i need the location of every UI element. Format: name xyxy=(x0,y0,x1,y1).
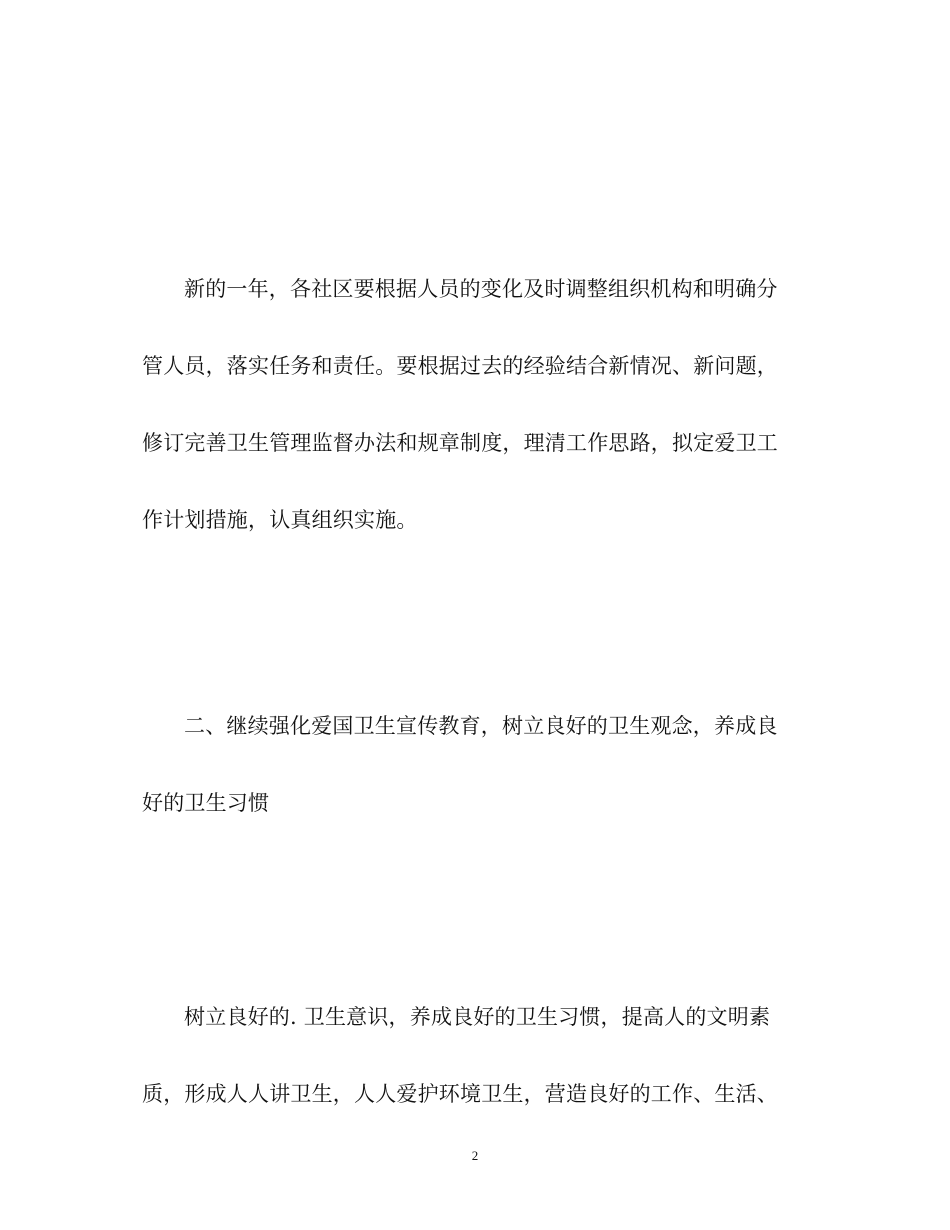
section-heading-two xyxy=(142,688,802,842)
paragraph-hygiene-awareness xyxy=(142,979,802,1133)
text-line: 作计划措施，认真组织实施。 xyxy=(142,508,418,532)
text-line: 修订完善卫生管理监督办法和规章制度，理清工作思路，拟定爱卫工 xyxy=(142,431,778,455)
text-line: 质，形成人人讲卫生，人人爱护环境卫生，营造良好的工作、生活、 xyxy=(142,1082,778,1106)
page-number: 2 xyxy=(471,1148,479,1163)
text-line: 树立良好的. 卫生意识，养成良好的卫生习惯，提高人的文明素 xyxy=(184,1005,771,1029)
text-line: 管人员，落实任务和责任。要根据过去的经验结合新情况、新问题， xyxy=(142,354,778,378)
paragraph-adjust-organization xyxy=(142,251,802,559)
text-line: 二、继续强化爱国卫生宣传教育，树立良好的卫生观念，养成良 xyxy=(184,714,778,738)
text-line: 好的卫生习惯 xyxy=(142,791,270,815)
text-line: 新的一年，各社区要根据人员的变化及时调整组织机构和明确分 xyxy=(184,277,778,301)
